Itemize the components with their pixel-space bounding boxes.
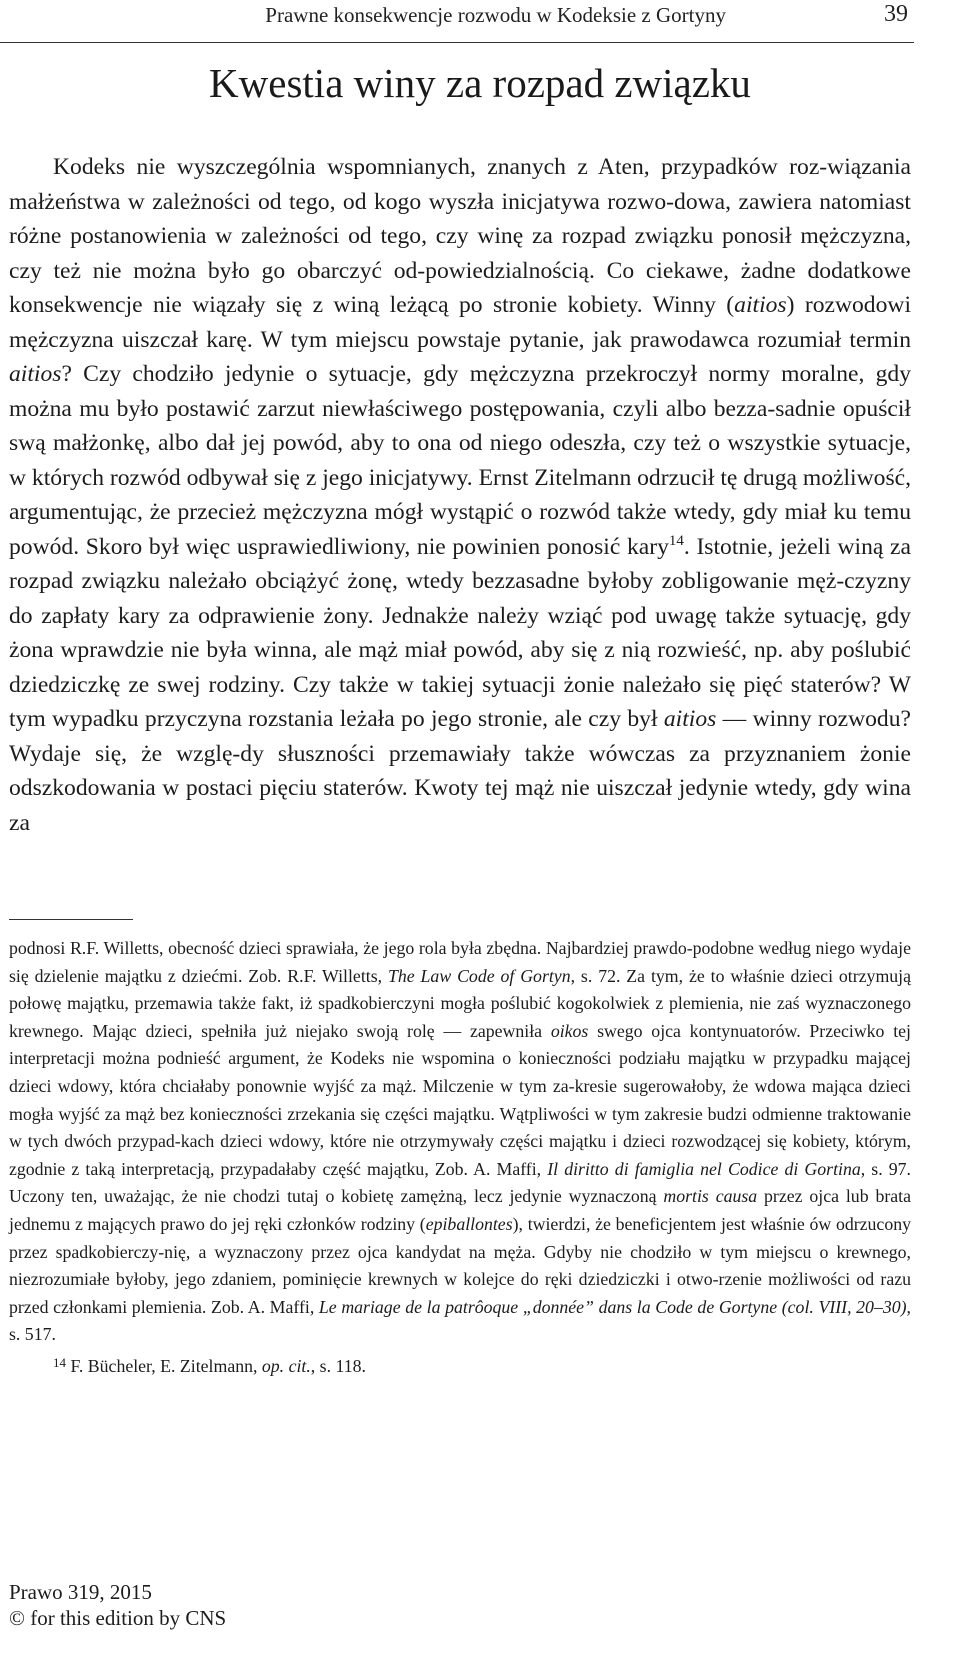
footnote-number: 14 [53, 1354, 66, 1370]
footnote-13-continued: podnosi R.F. Willetts, obecność dzieci sprawiała, że jego rola była zbędna. Najbardziej prawdo-podobne według niego wydaje się dzielenie majątku z dziećmi. Zob. R.F. Willetts, The Law Code of Gortyn, s. 72. Za tym, że to właśnie dzieci otrzymują połowę majątku, przemawia także fakt, iż spadkobierczyni mogła poślubić kogokolwiek z plemienia, nie zaś wyznaczonego krewnego. Mając dzieci, spełniła już niejako swoją rolę — zapewniła oikos swego ojca kontynuatorów. Przeciwko tej interpretacji można podnieść argument, że Kodeks nie wspomina o konieczności podziału majątku w przypadku mającej dzieci wdowy, która chciałaby ponownie wyjść za mąż. Milczenie w tym za-kresie sugerowałoby, że wdowa mająca dzieci mogła wyjść za mąż bez konieczności zrzekania się części majątku. Wątpliwości w tym zakresie budzi odmienne traktowanie w tych dwóch przypad-kach dzieci wdowy, które nie otrzymywały części majątku i dzieci rozwodzącej się kobiety, którym, zgodnie z taką interpretacją, przypadałaby część majątku, Zob. A. Maffi, Il diritto di famiglia nel Codice di Gortina, s. 97. Uczony ten, uważając, że nie chodzi tutaj o kobietę zamężną, lecz jedynie wyznaczoną mortis causa przez ojca lub brata jednemu z mających prawo do jej ręki członków rodziny (epiballontes), twierdzi, że beneficjentem jest właśnie ów odrzucony przez spadkobierczy-nię, a wyznaczony przez ojca kandydat na męża. Gdyby nie chodziło w tym miejscu o krewnego, niezrozumiałe byłoby, jego zdaniem, pominięcie krewnych w kolejce do ręki dziedziczki i otwo-rzenie możliwości od razu przed członkami plemienia. Zob. A. Maffi, Le mariage de la patrôoque „donnée” dans la Code de Gortyne (col. VIII, 20–30), s. 517. [9, 938, 912, 1345]
term-aitios: aitios [663, 706, 717, 732]
running-title: Prawne konsekwencje rozwodu w Kodeksie z Gortyny [265, 3, 726, 27]
page-footer [9, 1579, 226, 1631]
term-op-cit: op. cit. [261, 1355, 311, 1376]
running-header [0, 0, 914, 43]
footnotes [9, 935, 911, 1381]
main-text [9, 150, 911, 840]
copyright-notice: © for this edition by CNS [9, 1606, 227, 1630]
term-mortis-causa: mortis causa [663, 1186, 758, 1207]
cited-title: Il diritto di famiglia nel Codice di Gortina [547, 1158, 861, 1179]
journal-info: Prawo 319, 2015 [9, 1580, 152, 1604]
footnote-divider [9, 919, 133, 920]
cited-title: The Law Code of Gortyn [387, 965, 571, 986]
cited-title: Le mariage de la patrôoque „donnée” dans la Code de Gortyne (col. VIII, 20–30) [318, 1296, 907, 1317]
term-aitios: aitios [9, 361, 62, 387]
section-title: Kwestia winy za rozpad związku [209, 60, 751, 106]
body-paragraph: Kodeks nie wyszczególnia wspomnianych, znanych z Aten, przypadków roz-wiązania małżeństwa w zależności od tego, od kogo wyszła inicjatywa rozwo-dowa, zawiera natomiast różne postanowienia w zależności od tego, czy winę za rozpad związku ponosił mężczyzna, czy też nie można było go obarczyć od-powiedzialnością. Co ciekawe, żadne dodatkowe konsekwencje nie wiązały się z winą leżącą po stronie kobiety. Winny (aitios) rozwodowi mężczyzna uiszczał karę. W tym miejscu powstaje pytanie, jak prawodawca rozumiał termin aitios? Czy chodziło jedynie o sytuacje, gdy mężczyzna przekroczył normy moralne, gdy można mu było postawić zarzut niewłaściwego postępowania, czyli albo bezza-sadnie opuścił swą małżonkę, albo dał jej powód, aby to ona od niego odeszła, czy też o wszystkie sytuacje, w których rozwód odbywał się z jego inicjatywy. Ernst Zitelmann odrzucił tę drugą możliwość, argumentując, że przecież mężczyzna mógł wystąpić o rozwód także wtedy, gdy miał ku temu powód. Skoro był więc usprawiedliwiony, nie powinien ponosić kary$^{14}$. Istotnie, jeżeli winą za rozpad związku należało obciążyć żonę, wtedy bezzasadne byłoby zobligowanie męż-czyzny do zapłaty kary za odprawienie żony. Jednakże należy wziąć pod uwagę także sytuację, gdy żona wprawdzie nie była winna, ale mąż miał powód, aby się z nią rozwieść, np. aby poślubić dziedziczkę ze swej rodziny. Czy także w takiej sytuacji żonie należało się pięć staterów? W tym wypadku przyczyna rozstania leżała po jego stronie, ale czy był aitios — winny rozwodu? Wydaje się, że wzglę-dy słuszności przemawiały także wówczas za przyznaniem żonie odszkodowania w postaci pięciu staterów. Kwoty tej mąż nie uiszczał jedynie wtedy, gdy wina za [9, 154, 911, 836]
footnote-reference[interactable]: 14 [668, 532, 684, 549]
term-aitios: aitios [734, 292, 787, 318]
page-number: 39 [884, 1, 908, 27]
term-epiballontes: epiballontes [425, 1213, 513, 1234]
term-oikos: oikos [550, 1020, 589, 1041]
footnote-14: $^{14}$ F. Bücheler, E. Zitelmann, op. cit., s. 118. [53, 1354, 366, 1376]
